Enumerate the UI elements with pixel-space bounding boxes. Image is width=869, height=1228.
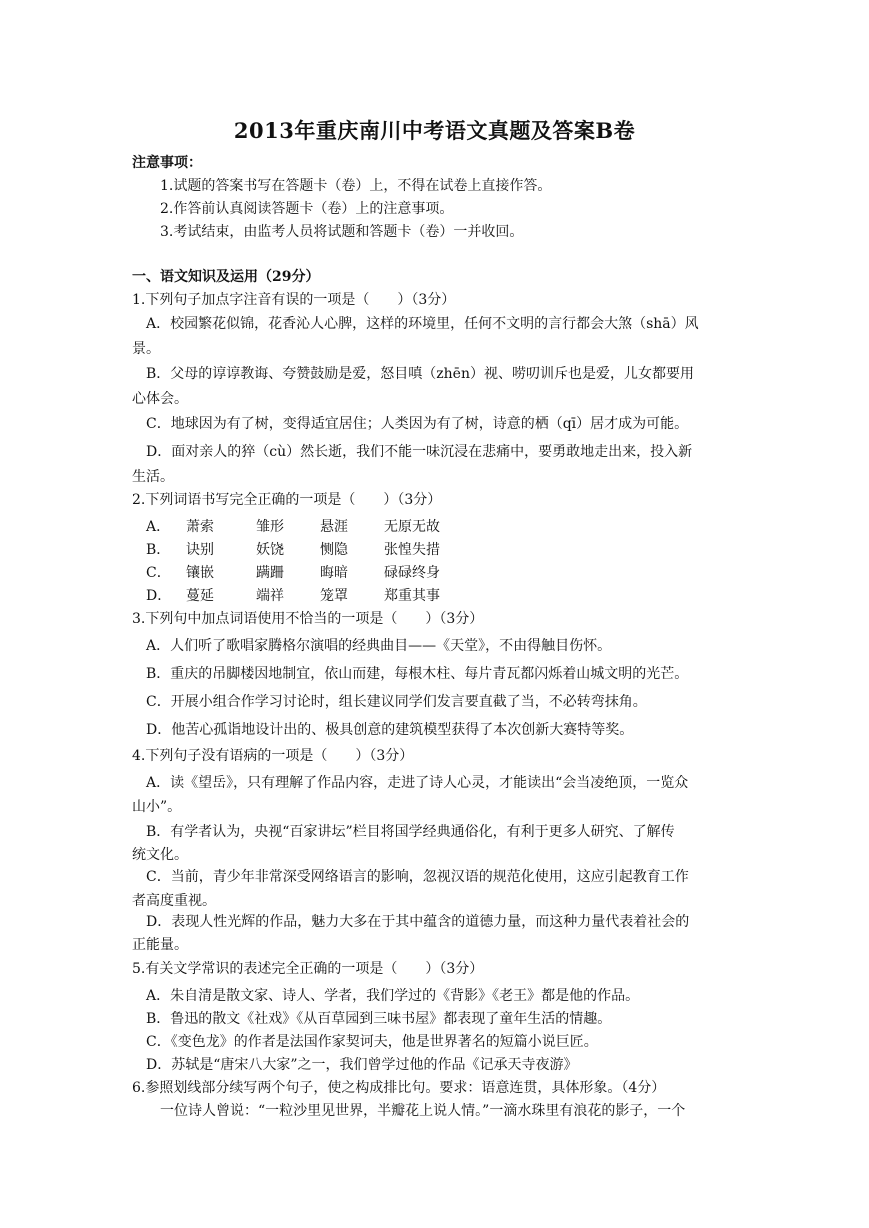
q1-option-a-cont: 景。 bbox=[132, 341, 160, 357]
q6-text: 一位诗人曾说：“一粒沙里见世界，半瓣花上说人情。”一滴水珠里有浪花的影子，一个 bbox=[160, 1103, 686, 1119]
word: 张惶失措 bbox=[384, 542, 440, 558]
q4-option-c-cont: 者高度重视。 bbox=[132, 893, 216, 909]
q5-option-a: A．朱自清是散文家、诗人、学者，我们学过的《背影》《老王》都是他的作品。 bbox=[146, 988, 640, 1004]
q4-option-b: B．有学者认为，央视“百家讲坛”栏目将国学经典通俗化，有利于更多人研究、了解传 bbox=[146, 824, 675, 840]
q5-stem: 5.有关文学常识的表述完全正确的一项是（ ）（3分） bbox=[132, 961, 484, 977]
q1-option-b: B．父母的谆谆教诲、夸赞鼓励是爱，怒目嗔（zhēn）视、唠叨训斥也是爱，儿女都要用 bbox=[146, 366, 694, 382]
q3-option-d: D．他苦心孤诣地设计出的、极具创意的建筑模型获得了本次创新大赛特等奖。 bbox=[146, 722, 634, 738]
q1-option-d: D．面对亲人的猝（cù）然长逝，我们不能一味沉浸在悲痛中，要勇敢地走出来，投入新 bbox=[146, 444, 693, 460]
q1-option-b-cont: 心体会。 bbox=[132, 391, 188, 407]
q4-stem: 4.下列句子没有语病的一项是（ ）（3分） bbox=[132, 748, 414, 764]
q5-option-b: B．鲁迅的散文《社戏》《从百草园到三味书屋》都表现了童年生活的情趣。 bbox=[146, 1011, 612, 1027]
word: 萧索 bbox=[186, 519, 214, 535]
word: 悬涯 bbox=[320, 519, 348, 535]
q2-option-c bbox=[146, 562, 756, 584]
word: 笼罩 bbox=[320, 588, 348, 604]
q6-stem: 6.参照划线部分续写两个句子，使之构成排比句。要求：语意连贯，具体形象。（4分） bbox=[132, 1080, 666, 1096]
word: 碌碌终身 bbox=[384, 565, 440, 581]
word: 无原无故 bbox=[384, 519, 440, 535]
option-letter: D． bbox=[146, 588, 172, 604]
notice-item-1: 1.试题的答案书写在答题卡（卷）上，不得在试卷上直接作答。 bbox=[160, 178, 552, 194]
word: 郑重其事 bbox=[384, 588, 440, 604]
q1-option-d-cont: 生活。 bbox=[132, 469, 174, 485]
q4-option-d: D．表现人性光辉的作品，魅力大多在于其中蕴含的道德力量，而这种力量代表着社会的 bbox=[146, 914, 690, 930]
q3-option-a: A．人们听了歌唱家腾格尔演唱的经典曲目——《天堂》，不由得触目伤怀。 bbox=[146, 638, 612, 654]
word: 雏形 bbox=[256, 519, 284, 535]
page-title: 2013年重庆南川中考语文真题及答案B卷 bbox=[233, 118, 636, 143]
q1-option-a: A．校园繁花似锦，花香沁人心脾，这样的环境里，任何不文明的言行都会大煞（shā）风 bbox=[146, 316, 699, 332]
section1-heading: 一、语文知识及运用（29分） bbox=[132, 269, 320, 285]
notice-item-2: 2.作答前认真阅读答题卡（卷）上的注意事项。 bbox=[160, 201, 454, 217]
q3-option-c: C．开展小组合作学习讨论时，组长建议同学们发言要直截了当，不必转弯抹角。 bbox=[146, 694, 647, 710]
option-letter: B． bbox=[146, 542, 171, 558]
option-letter: A． bbox=[146, 519, 171, 535]
word: 蔓延 bbox=[186, 588, 214, 604]
q2-option-d bbox=[146, 585, 756, 607]
word: 诀别 bbox=[186, 542, 214, 558]
notice-item-3: 3.考试结束，由监考人员将试题和答题卡（卷）一并收回。 bbox=[160, 224, 524, 240]
q4-option-d-cont: 正能量。 bbox=[132, 937, 188, 953]
word: 恻隐 bbox=[320, 542, 348, 558]
q2-stem: 2.下列词语书写完全正确的一项是（ ）（3分） bbox=[132, 492, 442, 508]
q4-option-a: A．读《望岳》，只有理解了作品内容，走进了诗人心灵，才能读出“会当凌绝顶，一览众 bbox=[146, 775, 689, 791]
word: 端祥 bbox=[256, 588, 284, 604]
q4-option-b-cont: 统文化。 bbox=[132, 847, 188, 863]
q4-option-a-cont: 山小”。 bbox=[132, 799, 182, 815]
q2-option-a bbox=[146, 516, 756, 538]
q4-option-c: C．当前，青少年非常深受网络语言的影响，忽视汉语的规范化使用，这应引起教育工作 bbox=[146, 869, 689, 885]
option-letter: C． bbox=[146, 565, 171, 581]
word: 蹒跚 bbox=[256, 565, 284, 581]
word: 镶嵌 bbox=[186, 565, 214, 581]
q5-option-d: D．苏轼是“唐宋八大家”之一，我们曾学过他的作品《记承天寺夜游》 bbox=[146, 1057, 578, 1073]
notice-heading: 注意事项： bbox=[132, 155, 202, 171]
word: 妖饶 bbox=[256, 542, 284, 558]
word: 晦暗 bbox=[320, 565, 348, 581]
q1-option-c: C．地球因为有了树，变得适宜居住；人类因为有了树，诗意的栖（qī）居才成为可能。 bbox=[146, 416, 689, 432]
q1-stem: 1.下列句子加点字注音有误的一项是（ ）（3分） bbox=[132, 292, 456, 308]
q3-option-b: B．重庆的吊脚楼因地制宜，依山而建，每根木柱、每片青瓦都闪烁着山城文明的光芒。 bbox=[146, 666, 689, 682]
q5-option-c: C．《变色龙》的作者是法国作家契诃夫，他是世界著名的短篇小说巨匠。 bbox=[146, 1034, 598, 1050]
q3-stem: 3.下列句中加点词语使用不恰当的一项是（ ）（3分） bbox=[132, 611, 484, 627]
q2-option-b bbox=[146, 539, 756, 561]
